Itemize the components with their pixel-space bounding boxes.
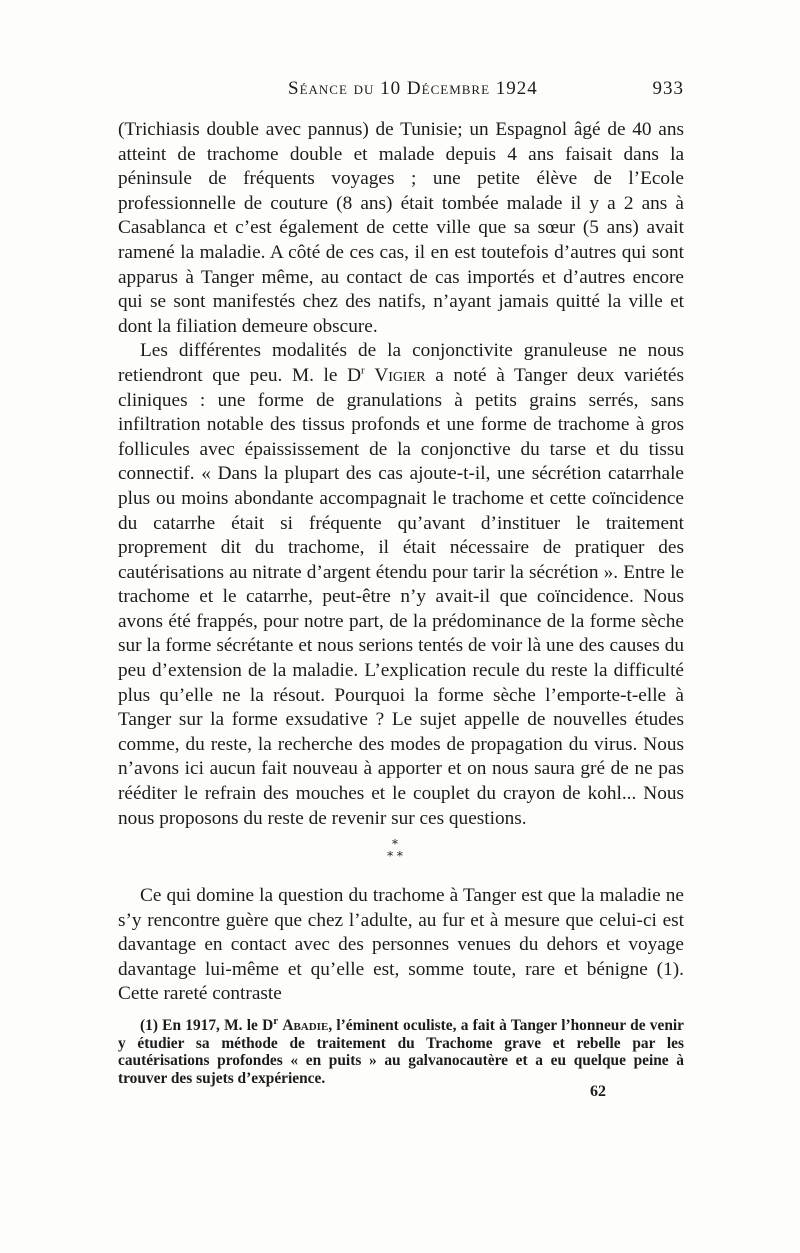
running-header: [118, 78, 684, 108]
separator-star-top: *: [392, 837, 398, 851]
footnote-rest: , l’éminent oculiste, a fait à Tanger l’honneur de venir y étudier sa méthode de traitement du Trachome grave et rebelle par les cautérisations profondes « en puits » au galvanocautère et a eu quelque peine à trouver des sujets d’expérience.: [118, 1017, 684, 1088]
footnote-doctor-sup: r: [273, 1014, 279, 1027]
author-name-vigier: Vigier: [374, 364, 426, 386]
separator-stars-bottom: * *: [387, 849, 403, 863]
header-title: Séance du 10 Décembre 1924: [288, 78, 538, 99]
section-separator: [380, 838, 410, 862]
paragraph-2-start: Les différentes modalités de la conjonctivite granuleuse ne nous retiendront que peu. M. le D: [118, 340, 684, 386]
page-number: 933: [652, 78, 684, 99]
section-2-text: [118, 884, 684, 1007]
signature-mark: 62: [590, 1083, 606, 1100]
author-name-abadie: Abadie: [282, 1017, 329, 1034]
paragraph-2-rest: a noté à Tanger deux variétés cliniques : une forme de granulations à petits grains serrés, sans infiltration notable des tissus profonds et une forme de trachome à gros follicules avec épaississement de la conjonctive du tarse et du tissu connectif. « Dans la plupart des cas ajoute-t-il, une sécrétion catarrhale plus ou moins abondante accompagnait le trachome et cette coïncidence du catarrhe était si fréquente qu’avant d’instituer le traitement proprement dit du trachome, il était nécessaire de pratiquer des cautérisations au nitrate d’argent étendu pour tarir la sécrétion ». Entre le trachome et le catarrhe, peut-être n’y avait-il que coïncidence. Nous avons été frappés, pour notre part, de la prédominance de la forme sèche sur la forme sécrétante et nous serions tentés de voir là une des causes du peu d’extension de la maladie. L’explication recule du reste la difficulté plus qu’elle ne la résout. Pourquoi la forme sèche l’emporte-t-elle à Tanger sur la forme exsudative ? Le sujet appelle de nouvelles études comme, du reste, la recherche des modes de propagation du virus. Nous n’avons ici aucun fait nouveau à apporter et on nous saura gré de ne pas rééditer le refrain des mouches et le couplet du crayon de kohl... Nous nous proposons du reste de revenir sur ces questions.: [118, 364, 684, 829]
doctor-abbrev-sup: r: [361, 364, 365, 377]
footnote-text: [118, 1014, 684, 1088]
paragraph-1: (Trichiasis double avec pannus) de Tunisie; un Espagnol âgé de 40 ans atteint de trachome double et malade depuis 4 ans faisait dans la péninsule de fréquents voyages ; une petite élève de l’Ecole professionnelle de couture (8 ans) était tombée malade il y a 2 ans à Casablanca et c’est également de cette ville que sa sœur (5 ans) avait ramené la maladie. A côté de ces cas, il en est toutefois d’autres qui sont apparus à Tanger même, au contact de cas importés et d’autres encore qui se sont manifestés chez des natifs, n’ayant jamais quitté la ville et dont la filiation demeure obscure.: [118, 119, 684, 337]
paragraph-2: [118, 339, 684, 831]
main-text: [118, 118, 684, 831]
paragraph-3: Ce qui domine la question du trachome à Tanger est que la maladie ne s’y rencontre guère que chez l’adulte, au fur et à mesure que celui-ci est davantage en contact avec des personnes venues du dehors et voyage davantage lui-même et qu’elle est, somme toute, rare et bénigne (1). Cette rareté contraste: [118, 885, 684, 1005]
footnote-start: (1) En 1917, M. le D: [140, 1017, 274, 1034]
footnote: [118, 1014, 684, 1088]
